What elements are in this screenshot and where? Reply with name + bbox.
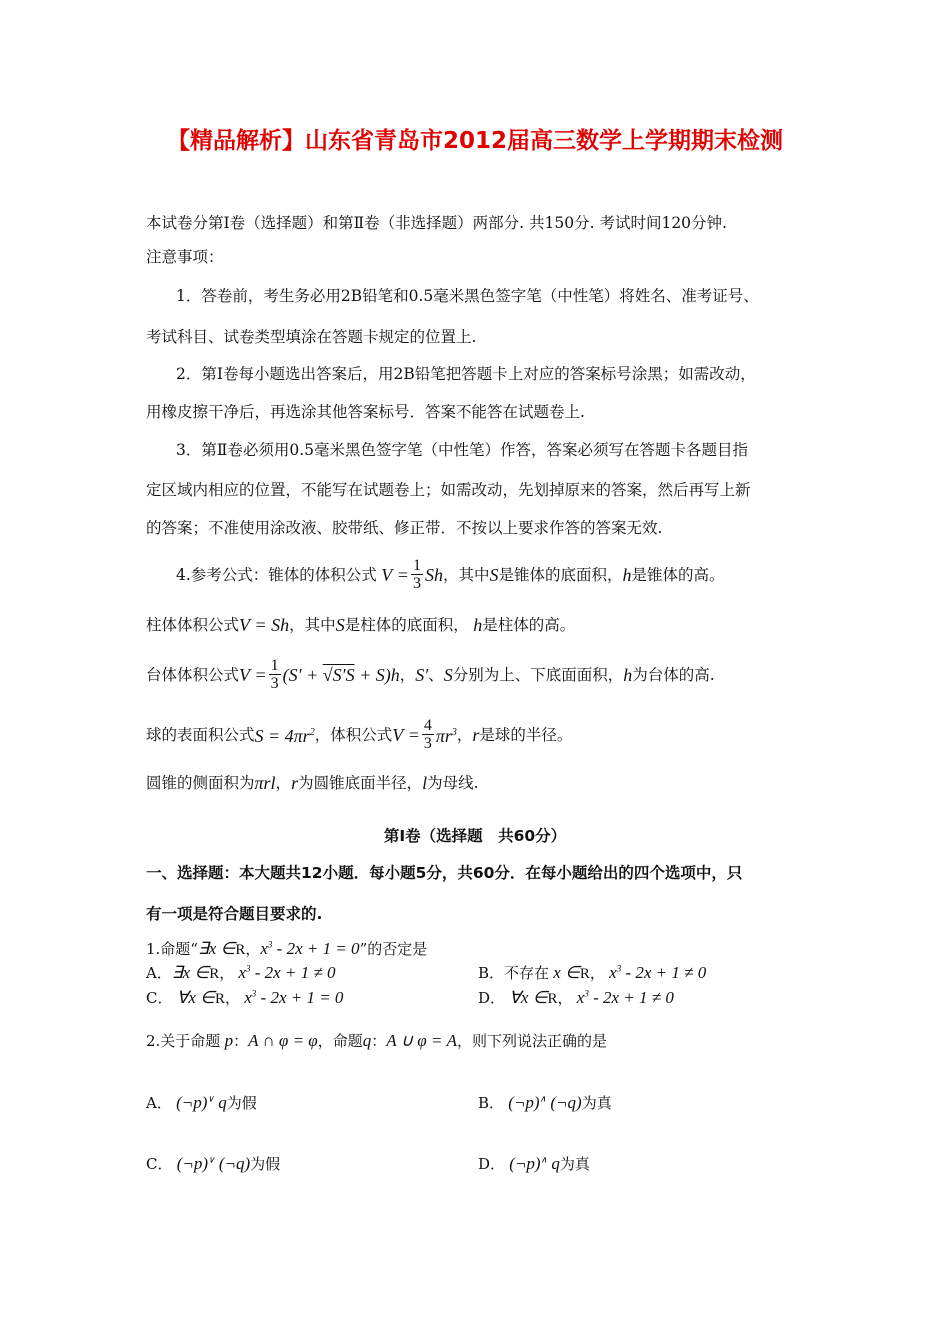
notice-2-line-1: 2．第Ⅰ卷每小题选出答案后，用2B铅笔把答题卡上对应的答案标号涂黑；如需改动， <box>176 365 756 383</box>
formula-frustum-volume: 台体体积公式 V = $\frac{1}{3}$ (S′ + √S′S + S)h ， S′ 、 S 分别为上、下底面面积， h 为台体的高. <box>146 657 715 692</box>
notice-1-line-1: 1．答卷前，考生务必用2B铅笔和0.5毫米黑色签字笔（中性笔）将姓名、准考证号、 <box>176 287 759 305</box>
notice-3-line-1: 3．第Ⅱ卷必须用0.5毫米黑色签字笔（中性笔）作答，答案必须写在答题卡各题目指 <box>176 441 749 459</box>
notice-3-line-3: 的答案；不准使用涂改液、胶带纸、修正带．不按以上要求作答的答案无效. <box>146 519 663 537</box>
question-1: 1.命题“ ∃x ∈ R， $x^3 - 2x + 1 = 0$ ”的否定是 <box>146 938 428 958</box>
formula-cone-lateral: 圆锥的侧面积为 πrl ， r 为圆锥底面半径， l 为母线. <box>146 773 479 793</box>
part-instructions-line-1: 一、选择题：本大题共12小题．每小题5分，共60分．在每小题给出的四个选项中，只 <box>146 864 743 882</box>
intro-text: 本试卷分第Ⅰ卷（选择题）和第Ⅱ卷（非选择题）两部分. 共150分. 考试时间120分钟. <box>146 214 727 232</box>
formula-prism-volume: 柱体体积公式 V = Sh ，其中 S 是柱体的底面积， h 是柱体的高。 <box>146 615 576 635</box>
formula-sphere: 球的表面积公式 $S = 4\pi r^2$ ，体积公式 V = $\frac{4}{3}$ $\pi r^3$ ， r 是球的半径。 <box>146 717 573 752</box>
notice-2-line-2: 用橡皮擦干净后，再选涂其他答案标号．答案不能答在试题卷上. <box>146 403 585 421</box>
q1-option-d[interactable]: D． ∀x ∈ R， $x^3 - 2x + 1 \ne 0$ <box>478 987 674 1007</box>
q1-option-b[interactable]: B．不存在 x ∈ R， $x^3 - 2x + 1 \ne 0$ <box>478 962 707 982</box>
section-heading: 第Ⅰ卷（选择题 共60分） <box>383 827 567 845</box>
page-title: 【精品解析】山东省青岛市2012届高三数学上学期期末检测 <box>166 128 783 154</box>
formula-cone-volume: 4.参考公式：锥体的体积公式 V = $\frac{1}{3}$ Sh ，其中 S 是锥体的底面积， h 是锥体的高。 <box>176 557 725 592</box>
fraction-one-third: $\frac{1}{3}$ <box>412 557 421 592</box>
q2-option-a[interactable]: A． (¬p)∨ q 为假 <box>146 1092 257 1112</box>
q2-option-b[interactable]: B． (¬p)∧ (¬q) 为真 <box>478 1092 612 1112</box>
notice-3-line-2: 定区域内相应的位置，不能写在试题卷上；如需改动，先划掉原来的答案，然后再写上新 <box>146 481 751 499</box>
notice-1-line-2: 考试科目、试卷类型填涂在答题卡规定的位置上. <box>146 328 477 346</box>
cone-volume-expr: V = <box>376 564 409 585</box>
q1-option-c[interactable]: C． ∀x ∈ R， $x^3 - 2x + 1 = 0$ <box>146 987 344 1007</box>
q1-option-a[interactable]: A． ∃x ∈ R， $x^3 - 2x + 1 \ne 0$ <box>146 962 336 982</box>
notice-heading: 注意事项： <box>146 248 224 266</box>
q2-option-c[interactable]: C． (¬p)∨ (¬q) 为假 <box>146 1153 281 1173</box>
question-2: 2.关于命题 p ： A ∩ φ = φ ，命题 q ： A ∪ φ = A ，则下列说法正确的是 <box>146 1030 608 1050</box>
q2-option-d[interactable]: D． (¬p)∧ q 为真 <box>478 1153 590 1173</box>
part-instructions-line-2: 有一项是符合题目要求的. <box>146 905 323 923</box>
